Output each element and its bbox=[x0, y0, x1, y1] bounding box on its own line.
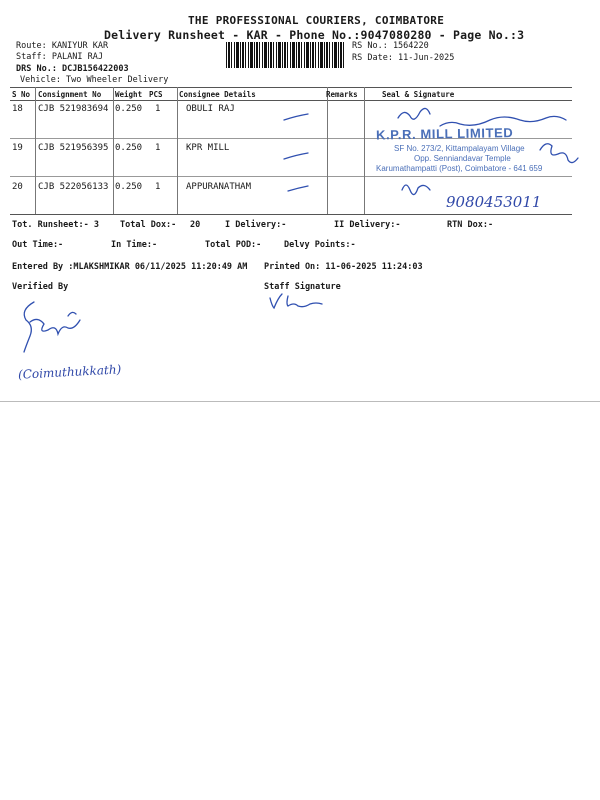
entered-by: Entered By :MLAKSHMIKAR 06/11/2025 11:20:49 AM bbox=[12, 262, 248, 272]
cell-consignment: CJB 521983694 bbox=[38, 104, 109, 114]
vehicle-label: Vehicle: Two Wheeler Delivery bbox=[20, 75, 169, 85]
cell-weight: 0.250 bbox=[115, 143, 143, 153]
stamp-company: K.P.R. MILL LIMITED bbox=[375, 125, 514, 143]
cell-weight: 0.250 bbox=[115, 104, 143, 114]
stamp-line2: Opp. Senniandavar Temple bbox=[414, 154, 511, 163]
rs-date: RS Date: 11-Jun-2025 bbox=[352, 53, 455, 63]
cell-pcs: 1 bbox=[155, 182, 161, 192]
cell-sno: 18 bbox=[12, 104, 23, 114]
handwritten-phone: 9080453011 bbox=[446, 193, 542, 211]
header-consignee: Consignee Details bbox=[179, 90, 256, 99]
out-time: Out Time:- bbox=[12, 240, 64, 250]
cell-sno: 20 bbox=[12, 182, 23, 192]
runsheet-subtitle: Delivery Runsheet - KAR - Phone No.:9047080280 - Page No.:3 bbox=[104, 28, 525, 42]
delvy-points: Delvy Points:- bbox=[284, 240, 356, 250]
staff-signature-label: Staff Signature bbox=[264, 282, 341, 292]
ii-delivery: II Delivery:- bbox=[334, 220, 401, 230]
printed-on: Printed On: 11-06-2025 11:24:03 bbox=[264, 262, 423, 272]
verifier-name: (Coimuthukkath) bbox=[17, 362, 122, 382]
total-pod: Total POD:- bbox=[205, 240, 262, 250]
header-pcs: PCS bbox=[149, 90, 163, 99]
tot-runsheet: Tot. Runsheet:- 3 bbox=[12, 220, 99, 230]
stamp-line3: Karumathampatti (Post), Coimbatore - 641 659 bbox=[376, 164, 543, 173]
verified-by-label: Verified By bbox=[12, 282, 69, 292]
header-seal: Seal & Signature bbox=[382, 90, 455, 99]
page-bottom-border bbox=[0, 401, 600, 402]
rtn-dox: RTN Dox:- bbox=[447, 220, 494, 230]
header-consignment: Consignment No bbox=[38, 90, 102, 99]
cell-consignment: CJB 521956395 bbox=[38, 143, 109, 153]
cell-weight: 0.250 bbox=[115, 182, 143, 192]
in-time: In Time:- bbox=[111, 240, 158, 250]
cell-consignee: KPR MILL bbox=[186, 143, 230, 153]
total-dox-value: 20 bbox=[190, 220, 201, 230]
staff-label: Staff: PALANI RAJ bbox=[16, 52, 103, 62]
drs-number: DRS No.: DCJB156422003 bbox=[16, 64, 129, 74]
cell-sno: 19 bbox=[12, 143, 23, 153]
cell-consignment: CJB 522056133 bbox=[38, 182, 109, 192]
header-sno: S No bbox=[12, 90, 31, 99]
stamp-line1: SF No. 273/2, Kittampalayam Village bbox=[394, 144, 525, 153]
cell-pcs: 1 bbox=[155, 143, 161, 153]
header-weight: Weight bbox=[115, 90, 143, 99]
route-label: Route: KANIYUR KAR bbox=[16, 41, 109, 51]
cell-consignee: OBULI RAJ bbox=[186, 104, 235, 114]
header-remarks: Remarks bbox=[326, 90, 358, 99]
cell-pcs: 1 bbox=[155, 104, 161, 114]
total-dox-label: Total Dox:- bbox=[120, 220, 177, 230]
i-delivery: I Delivery:- bbox=[225, 220, 287, 230]
rs-number: RS No.: 1564220 bbox=[352, 41, 429, 51]
company-title: THE PROFESSIONAL COURIERS, COIMBATORE bbox=[188, 14, 445, 27]
cell-consignee: APPURANATHAM bbox=[186, 182, 252, 192]
